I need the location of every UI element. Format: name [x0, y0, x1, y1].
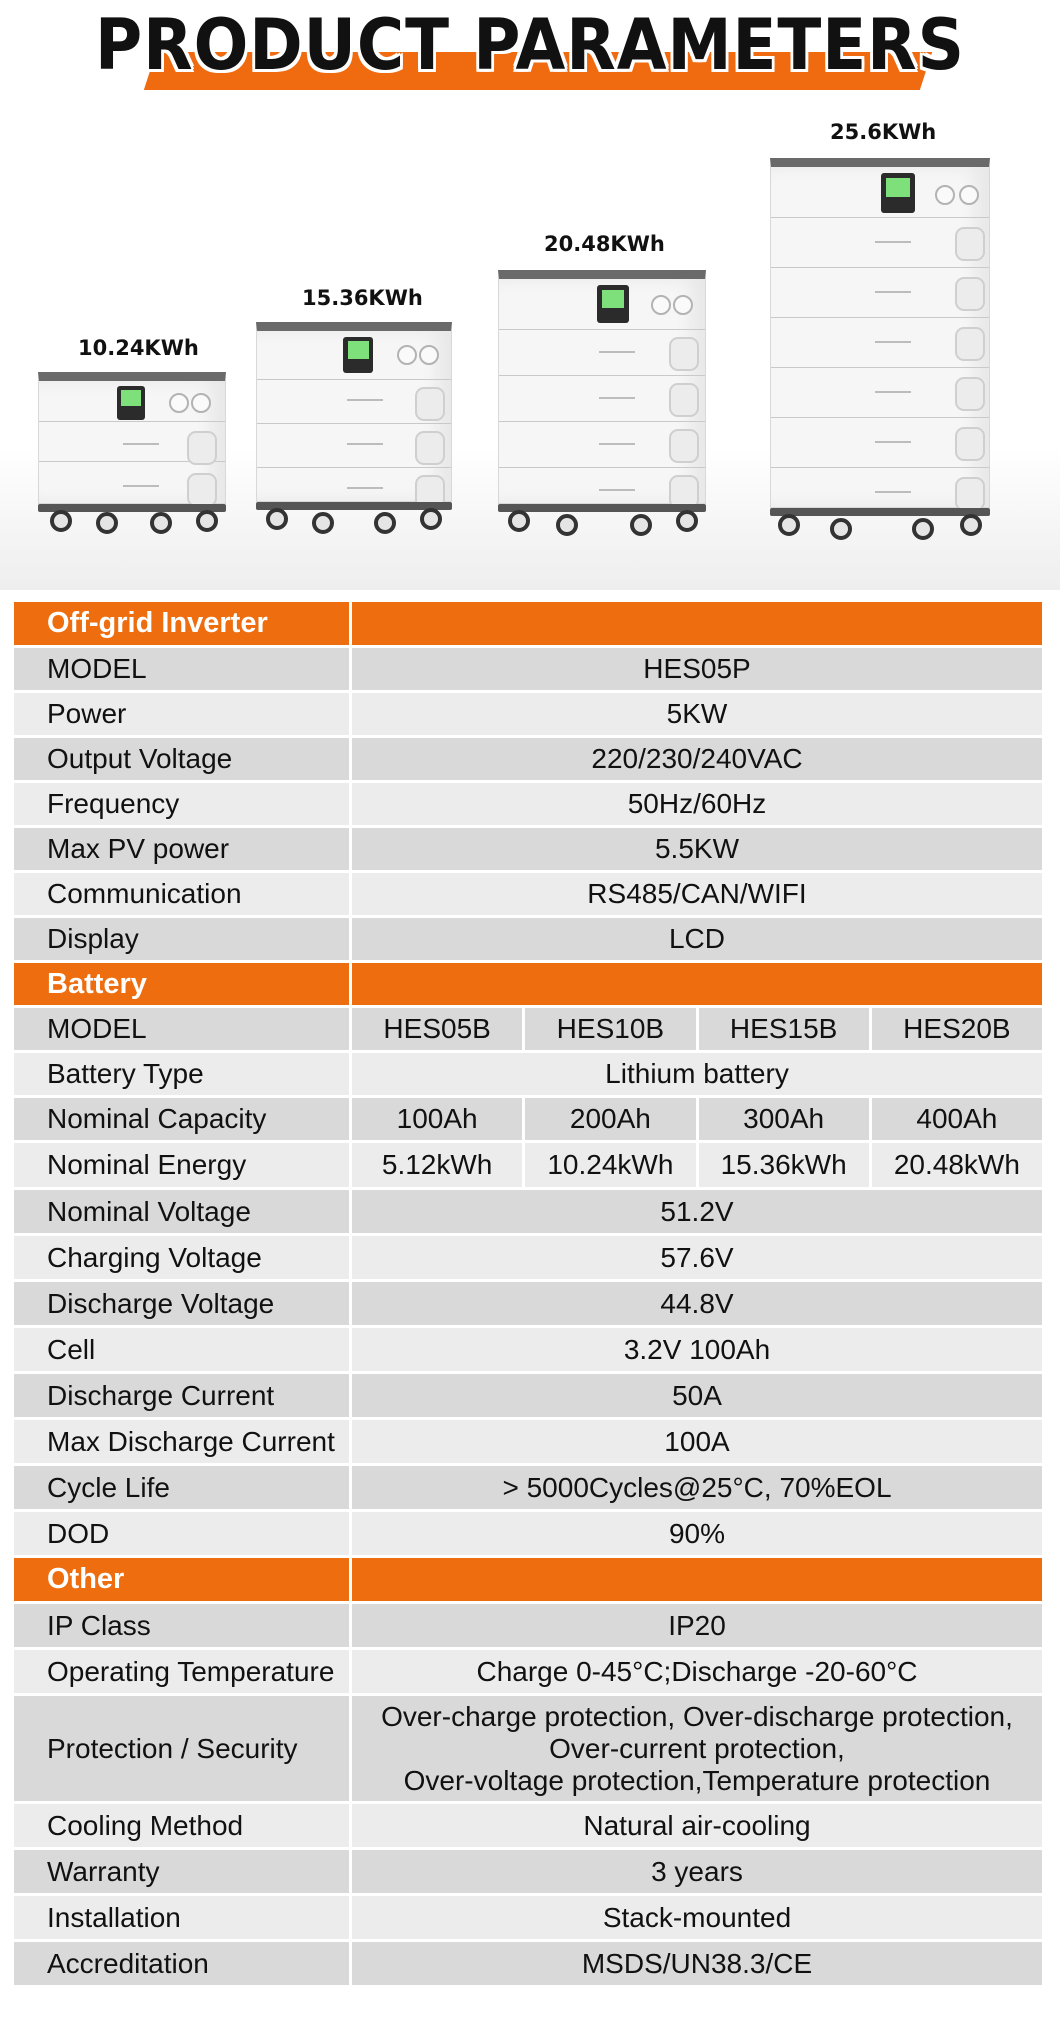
- row-value: Charge 0-45°C;Discharge -20-60°C: [476, 1655, 918, 1687]
- row-label: Nominal Capacity: [14, 1098, 352, 1140]
- lcd-display-icon: [881, 173, 915, 213]
- wheel-icon: [778, 514, 800, 536]
- table-row: [14, 1008, 1042, 1053]
- lcd-display-icon: [597, 285, 629, 323]
- table-row: [14, 1466, 1042, 1512]
- page-header: [0, 0, 1060, 110]
- protection-line: Over-current protection,: [549, 1732, 845, 1764]
- row-value: > 5000Cycles@25°C, 70%EOL: [502, 1471, 892, 1503]
- wheel-icon: [50, 510, 72, 532]
- row-label: Operating Temperature: [14, 1650, 352, 1693]
- battery-cabinet-image: [770, 158, 990, 508]
- row-value: [352, 1696, 1042, 1801]
- row-label: Communication: [14, 873, 352, 915]
- row-value: HES20B: [903, 1013, 1011, 1044]
- row-value: 10.24kWh: [525, 1143, 698, 1187]
- row-label: Warranty: [14, 1850, 352, 1893]
- product-label-25kwh: 25.6KWh: [830, 120, 937, 144]
- row-label: Output Voltage: [14, 738, 352, 780]
- row-value: IP20: [668, 1609, 726, 1641]
- table-row: [14, 828, 1042, 873]
- section-header-battery: [14, 963, 1042, 1008]
- product-label-10kwh: 10.24KWh: [78, 336, 199, 360]
- product-label-15kwh: 15.36KWh: [302, 286, 423, 310]
- row-label: Installation: [14, 1896, 352, 1939]
- section-title: Battery: [14, 963, 352, 1005]
- protection-line: Over-charge protection, Over-discharge protection,: [381, 1700, 1013, 1732]
- spec-table: [14, 602, 1042, 1988]
- table-row: [14, 1604, 1042, 1650]
- table-row: [14, 1282, 1042, 1328]
- product-label-20kwh: 20.48KWh: [544, 232, 665, 256]
- row-label: MODEL: [14, 1008, 352, 1050]
- row-label: Cycle Life: [14, 1466, 352, 1509]
- row-label: Cell: [14, 1328, 352, 1371]
- table-row: [14, 1804, 1042, 1850]
- section-title: Off-grid Inverter: [14, 602, 352, 645]
- table-row: [14, 1896, 1042, 1942]
- row-label: Max PV power: [14, 828, 352, 870]
- row-value: RS485/CAN/WIFI: [587, 878, 807, 909]
- row-value: 220/230/240VAC: [591, 743, 803, 774]
- row-value: 15.36kWh: [699, 1143, 872, 1187]
- row-label: Display: [14, 918, 352, 960]
- row-value: 5KW: [666, 698, 728, 729]
- battery-cabinet-image: [256, 322, 452, 502]
- section-title: Other: [14, 1558, 352, 1601]
- row-label: Protection / Security: [14, 1696, 352, 1801]
- battery-cabinet-image: [38, 372, 226, 504]
- row-value: 5.5KW: [654, 833, 740, 864]
- section-header-inverter: [14, 602, 1042, 648]
- table-row: [14, 1143, 1042, 1190]
- wheel-icon: [508, 510, 530, 532]
- row-label: Max Discharge Current: [14, 1420, 352, 1463]
- row-value: HES05B: [352, 1008, 525, 1050]
- row-value: 300Ah: [699, 1098, 872, 1140]
- row-value: 200Ah: [525, 1098, 698, 1140]
- row-value: 3 years: [651, 1855, 743, 1887]
- row-value: HES10B: [525, 1008, 698, 1050]
- table-row: [14, 1053, 1042, 1098]
- row-label: Discharge Current: [14, 1374, 352, 1417]
- row-label: Nominal Voltage: [14, 1190, 352, 1233]
- row-value: HES05P: [643, 653, 751, 684]
- row-value: Lithium battery: [605, 1058, 789, 1089]
- table-row: [14, 1512, 1042, 1558]
- battery-cabinet-image: [498, 270, 706, 504]
- table-row: [14, 693, 1042, 738]
- row-value: 20.48kWh: [893, 1149, 1020, 1180]
- table-row: [14, 1696, 1042, 1804]
- table-row: [14, 1420, 1042, 1466]
- row-label: Power: [14, 693, 352, 735]
- row-label: MODEL: [14, 648, 352, 690]
- table-row: [14, 873, 1042, 918]
- row-label: Nominal Energy: [14, 1143, 352, 1187]
- row-value: 50Hz/60Hz: [627, 788, 767, 819]
- product-lineup: [0, 110, 1060, 590]
- row-value: 51.2V: [660, 1195, 734, 1227]
- row-value: MSDS/UN38.3/CE: [581, 1947, 813, 1979]
- row-label: Discharge Voltage: [14, 1282, 352, 1325]
- row-value: 100A: [664, 1425, 730, 1457]
- lcd-display-icon: [117, 386, 145, 420]
- table-row: [14, 738, 1042, 783]
- row-value: 50A: [672, 1379, 722, 1411]
- table-row: [14, 648, 1042, 693]
- table-row: [14, 1328, 1042, 1374]
- row-value: Stack-mounted: [602, 1901, 792, 1933]
- row-value: HES15B: [699, 1008, 872, 1050]
- row-value: 57.6V: [660, 1241, 734, 1273]
- row-value: 100Ah: [352, 1098, 525, 1140]
- table-row: [14, 1236, 1042, 1282]
- row-label: Accreditation: [14, 1942, 352, 1985]
- row-value: 3.2V 100Ah: [623, 1333, 771, 1365]
- row-value: 90%: [668, 1517, 726, 1549]
- row-label: Battery Type: [14, 1053, 352, 1095]
- row-label: Cooling Method: [14, 1804, 352, 1847]
- row-value: 44.8V: [660, 1287, 734, 1319]
- row-label: DOD: [14, 1512, 352, 1555]
- table-row: [14, 1374, 1042, 1420]
- row-label: IP Class: [14, 1604, 352, 1647]
- row-value: Natural air-cooling: [583, 1809, 811, 1841]
- table-row: [14, 1190, 1042, 1236]
- section-header-other: [14, 1558, 1042, 1604]
- table-row: [14, 783, 1042, 828]
- wheel-icon: [266, 508, 288, 530]
- table-row: [14, 1850, 1042, 1896]
- row-value: 400Ah: [916, 1103, 998, 1134]
- table-row: [14, 1098, 1042, 1143]
- table-row: [14, 1650, 1042, 1696]
- row-label: Charging Voltage: [14, 1236, 352, 1279]
- row-value: LCD: [668, 923, 725, 954]
- table-row: [14, 918, 1042, 963]
- protection-line: Over-voltage protection,Temperature protection: [403, 1764, 991, 1796]
- page-title: PRODUCT PARAMETERS: [94, 4, 965, 86]
- row-label: Frequency: [14, 783, 352, 825]
- row-value: 5.12kWh: [352, 1143, 525, 1187]
- table-row: [14, 1942, 1042, 1988]
- lcd-display-icon: [343, 337, 373, 373]
